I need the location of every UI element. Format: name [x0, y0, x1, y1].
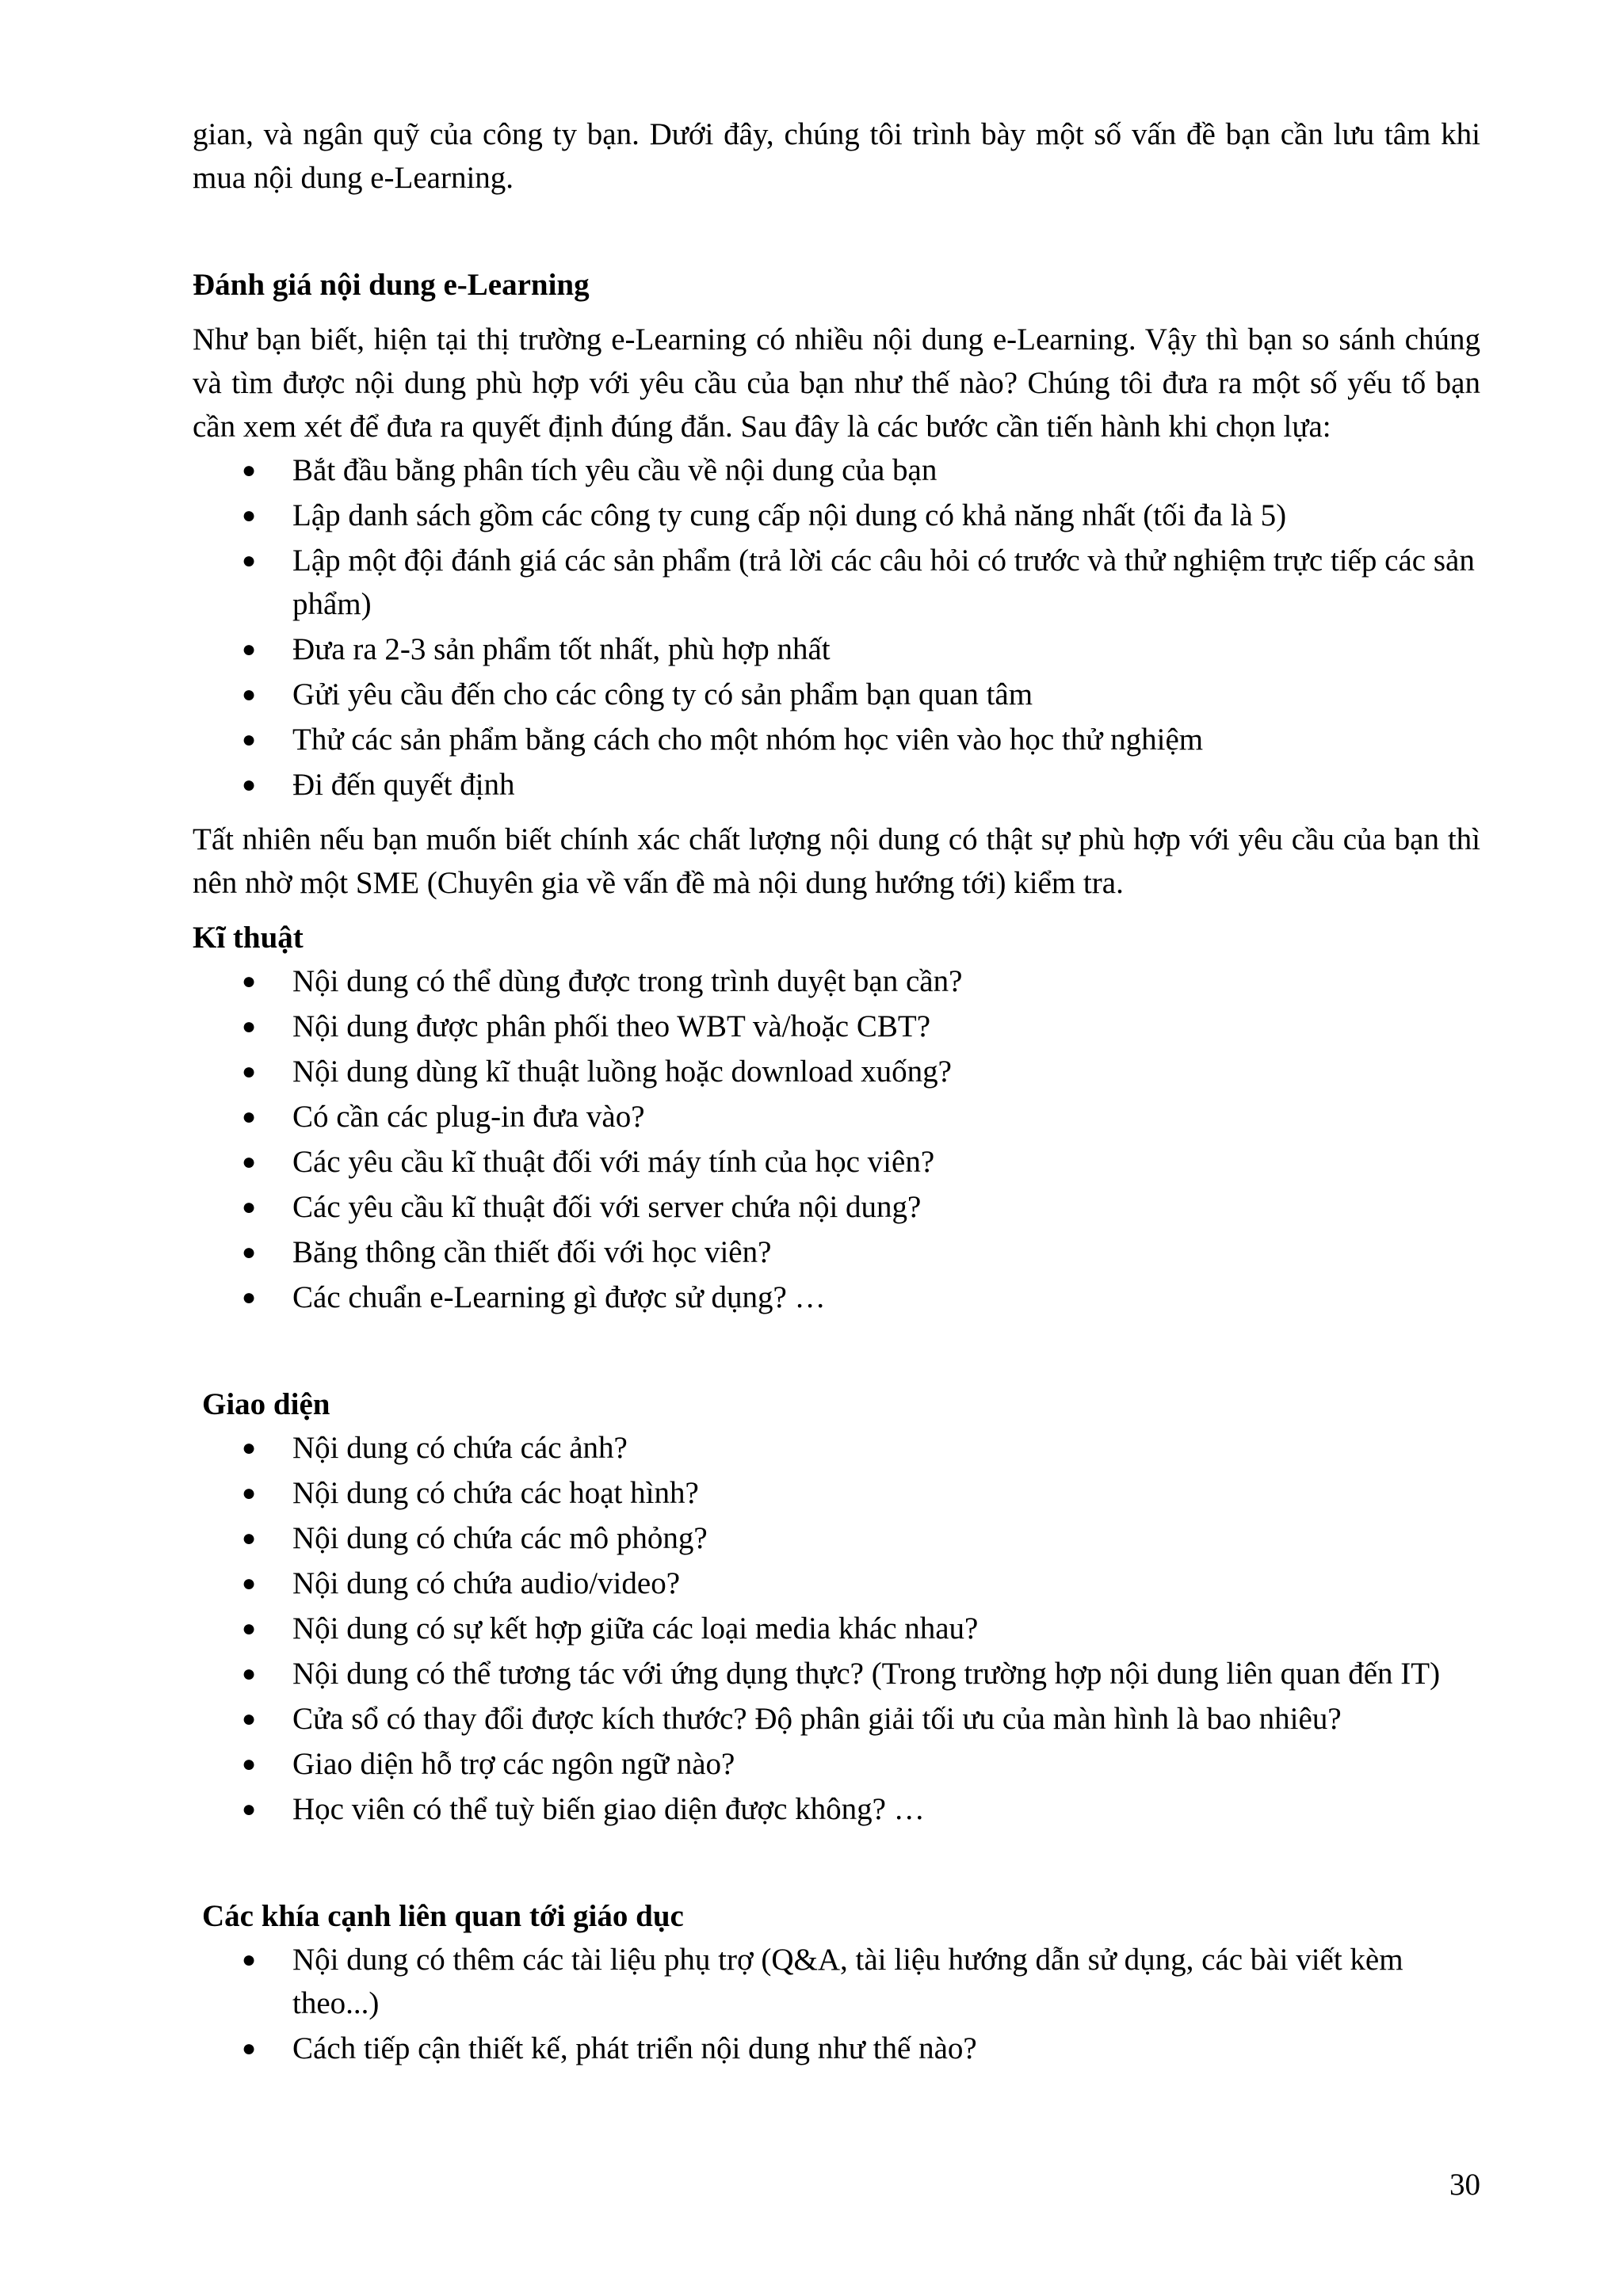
bullet-icon: ●	[242, 1435, 257, 1461]
list-item-text: Nội dung có chứa audio/video?	[292, 1566, 681, 1600]
list-item	[193, 959, 1480, 1003]
bullet-icon: ●	[242, 1796, 257, 1822]
list-item	[193, 1742, 1480, 1786]
bullet-icon: ●	[242, 1661, 257, 1687]
list-item-text: Nội dung có thể tương tác với ứng dụng thực? (Trong trường hợp nội dung liên quan đến IT)	[292, 1657, 1441, 1691]
bullet-icon: ●	[242, 1194, 257, 1220]
document-page	[193, 113, 1480, 2072]
bullet-icon: ●	[242, 457, 257, 483]
list-item-text: Bắt đầu bằng phân tích yêu cầu về nội dung của bạn	[292, 453, 938, 487]
bullet-icon: ●	[242, 727, 257, 753]
bullet-icon: ●	[242, 1104, 257, 1130]
list-item	[193, 1697, 1480, 1741]
list-item-text: Thử các sản phẩm bằng cách cho một nhóm học viên vào học thử nghiệm	[292, 723, 1204, 757]
list-item	[193, 2027, 1480, 2070]
list-item-text: Lập một đội đánh giá các sản phẩm (trả lời các câu hỏi có trước và thử nghiệm trực tiếp các sản phẩm)	[292, 543, 1475, 621]
list-item	[193, 1652, 1480, 1695]
list-item-text: Học viên có thể tuỳ biến giao diện được không? …	[292, 1792, 925, 1826]
bullet-icon: ●	[242, 636, 257, 662]
list-item	[193, 718, 1480, 761]
interface-list	[193, 1426, 1480, 1831]
list-item	[193, 1471, 1480, 1515]
list-item-text: Cửa sổ có thay đổi được kích thước? Độ phân giải tối ưu của màn hình là bao nhiêu?	[292, 1702, 1342, 1736]
bullet-icon: ●	[242, 681, 257, 707]
bullet-icon: ●	[242, 1751, 257, 1777]
technical-list	[193, 959, 1480, 1319]
list-item	[193, 1516, 1480, 1560]
list-item-text: Cách tiếp cận thiết kế, phát triển nội dung như thế nào?	[292, 2031, 977, 2065]
list-item	[193, 494, 1480, 537]
section-heading-evaluation: Đánh giá nội dung e-Learning	[193, 268, 590, 302]
list-item-text: Đi đến quyết định	[292, 768, 515, 802]
bullet-icon: ●	[242, 1706, 257, 1732]
intro-paragraph: gian, và ngân quỹ của công ty bạn. Dưới đây, chúng tôi trình bày một số vấn đề bạn cần lưu tâm khi mua nội dung e-Learning.	[193, 117, 1480, 195]
list-item-text: Nội dung có sự kết hợp giữa các loại media khác nhau?	[292, 1611, 979, 1646]
list-item	[193, 1230, 1480, 1274]
list-item	[193, 1938, 1480, 2025]
bullet-icon: ●	[242, 1947, 257, 1973]
bullet-icon: ●	[242, 502, 257, 528]
list-item-text: Nội dung được phân phối theo WBT và/hoặc CBT?	[292, 1009, 931, 1043]
list-item	[193, 1005, 1480, 1048]
section-heading-education: Các khía cạnh liên quan tới giáo dục	[202, 1899, 684, 1933]
list-item	[193, 1276, 1480, 1319]
list-item	[193, 1095, 1480, 1138]
bullet-icon: ●	[242, 1480, 257, 1506]
list-item-text: Đưa ra 2-3 sản phẩm tốt nhất, phù hợp nhất	[292, 632, 831, 666]
list-item-text: Nội dung có chứa các ảnh?	[292, 1431, 628, 1465]
list-item	[193, 1562, 1480, 1605]
bullet-icon: ●	[242, 772, 257, 798]
bullet-icon: ●	[242, 1525, 257, 1551]
list-item-text: Nội dung có thêm các tài liệu phụ trợ (Q&A, tài liệu hướng dẫn sử dụng, các bài viết kèm theo...)	[292, 1943, 1403, 2020]
list-item	[193, 673, 1480, 716]
list-item-text: Nội dung có chứa các mô phỏng?	[292, 1521, 708, 1555]
list-item-text: Lập danh sách gồm các công ty cung cấp nội dung có khả năng nhất (tối đa là 5)	[292, 498, 1287, 532]
list-item	[193, 1050, 1480, 1093]
evaluation-steps-list	[193, 448, 1480, 807]
list-item-text: Có cần các plug-in đưa vào?	[292, 1100, 645, 1134]
list-item-text: Các chuẩn e-Learning gì được sử dụng? …	[292, 1280, 826, 1314]
bullet-icon: ●	[242, 1615, 257, 1642]
list-item	[193, 1185, 1480, 1229]
list-item	[193, 1607, 1480, 1650]
list-item-text: Giao diện hỗ trợ các ngôn ngữ nào?	[292, 1747, 735, 1781]
list-item-text: Nội dung có thể dùng được trong trình duyệt bạn cần?	[292, 964, 963, 998]
list-item-text: Nội dung dùng kĩ thuật luồng hoặc download xuống?	[292, 1055, 952, 1089]
list-item-text: Nội dung có chứa các hoạt hình?	[292, 1476, 699, 1510]
page-number: 30	[1449, 2168, 1480, 2202]
bullet-icon: ●	[242, 1570, 257, 1596]
bullet-icon: ●	[242, 1149, 257, 1175]
list-item	[193, 1787, 1480, 1831]
bullet-icon: ●	[242, 968, 257, 994]
list-item	[193, 1140, 1480, 1184]
list-item-text: Các yêu cầu kĩ thuật đối với server chứa nội dung?	[292, 1190, 922, 1224]
list-item	[193, 448, 1480, 492]
list-item	[193, 627, 1480, 671]
evaluation-closing-paragraph: Tất nhiên nếu bạn muốn biết chính xác chất lượng nội dung có thật sự phù hợp với yêu cầu của bạn thì nên nhờ một SME (Chuyên gia về vấn đề mà nội dung hướng tới) kiểm tra.	[193, 822, 1480, 900]
evaluation-paragraph: Như bạn biết, hiện tại thị trường e-Learning có nhiều nội dung e-Learning. Vậy thì bạn so sánh chúng và tìm được nội dung phù hợp với yêu cầu của bạn như thế nào? Chúng tôi đưa ra một số yếu tố bạn cần xem xét để đưa ra quyết định đúng đắn. Sau đây là các bước cần tiến hành khi chọn lựa:	[193, 322, 1480, 444]
list-item	[193, 539, 1480, 626]
list-item-text: Gửi yêu cầu đến cho các công ty có sản phẩm bạn quan tâm	[292, 677, 1033, 711]
bullet-icon: ●	[242, 1284, 257, 1310]
section-heading-technical: Kĩ thuật	[193, 921, 304, 955]
education-list	[193, 1938, 1480, 2070]
list-item	[193, 763, 1480, 807]
bullet-icon: ●	[242, 547, 257, 574]
bullet-icon: ●	[242, 1058, 257, 1085]
bullet-icon: ●	[242, 1239, 257, 1265]
section-heading-interface: Giao diện	[202, 1387, 330, 1421]
bullet-icon: ●	[242, 2035, 257, 2061]
bullet-icon: ●	[242, 1013, 257, 1039]
list-item-text: Băng thông cần thiết đối với học viên?	[292, 1235, 772, 1269]
list-item-text: Các yêu cầu kĩ thuật đối với máy tính của học viên?	[292, 1145, 935, 1179]
list-item	[193, 1426, 1480, 1470]
